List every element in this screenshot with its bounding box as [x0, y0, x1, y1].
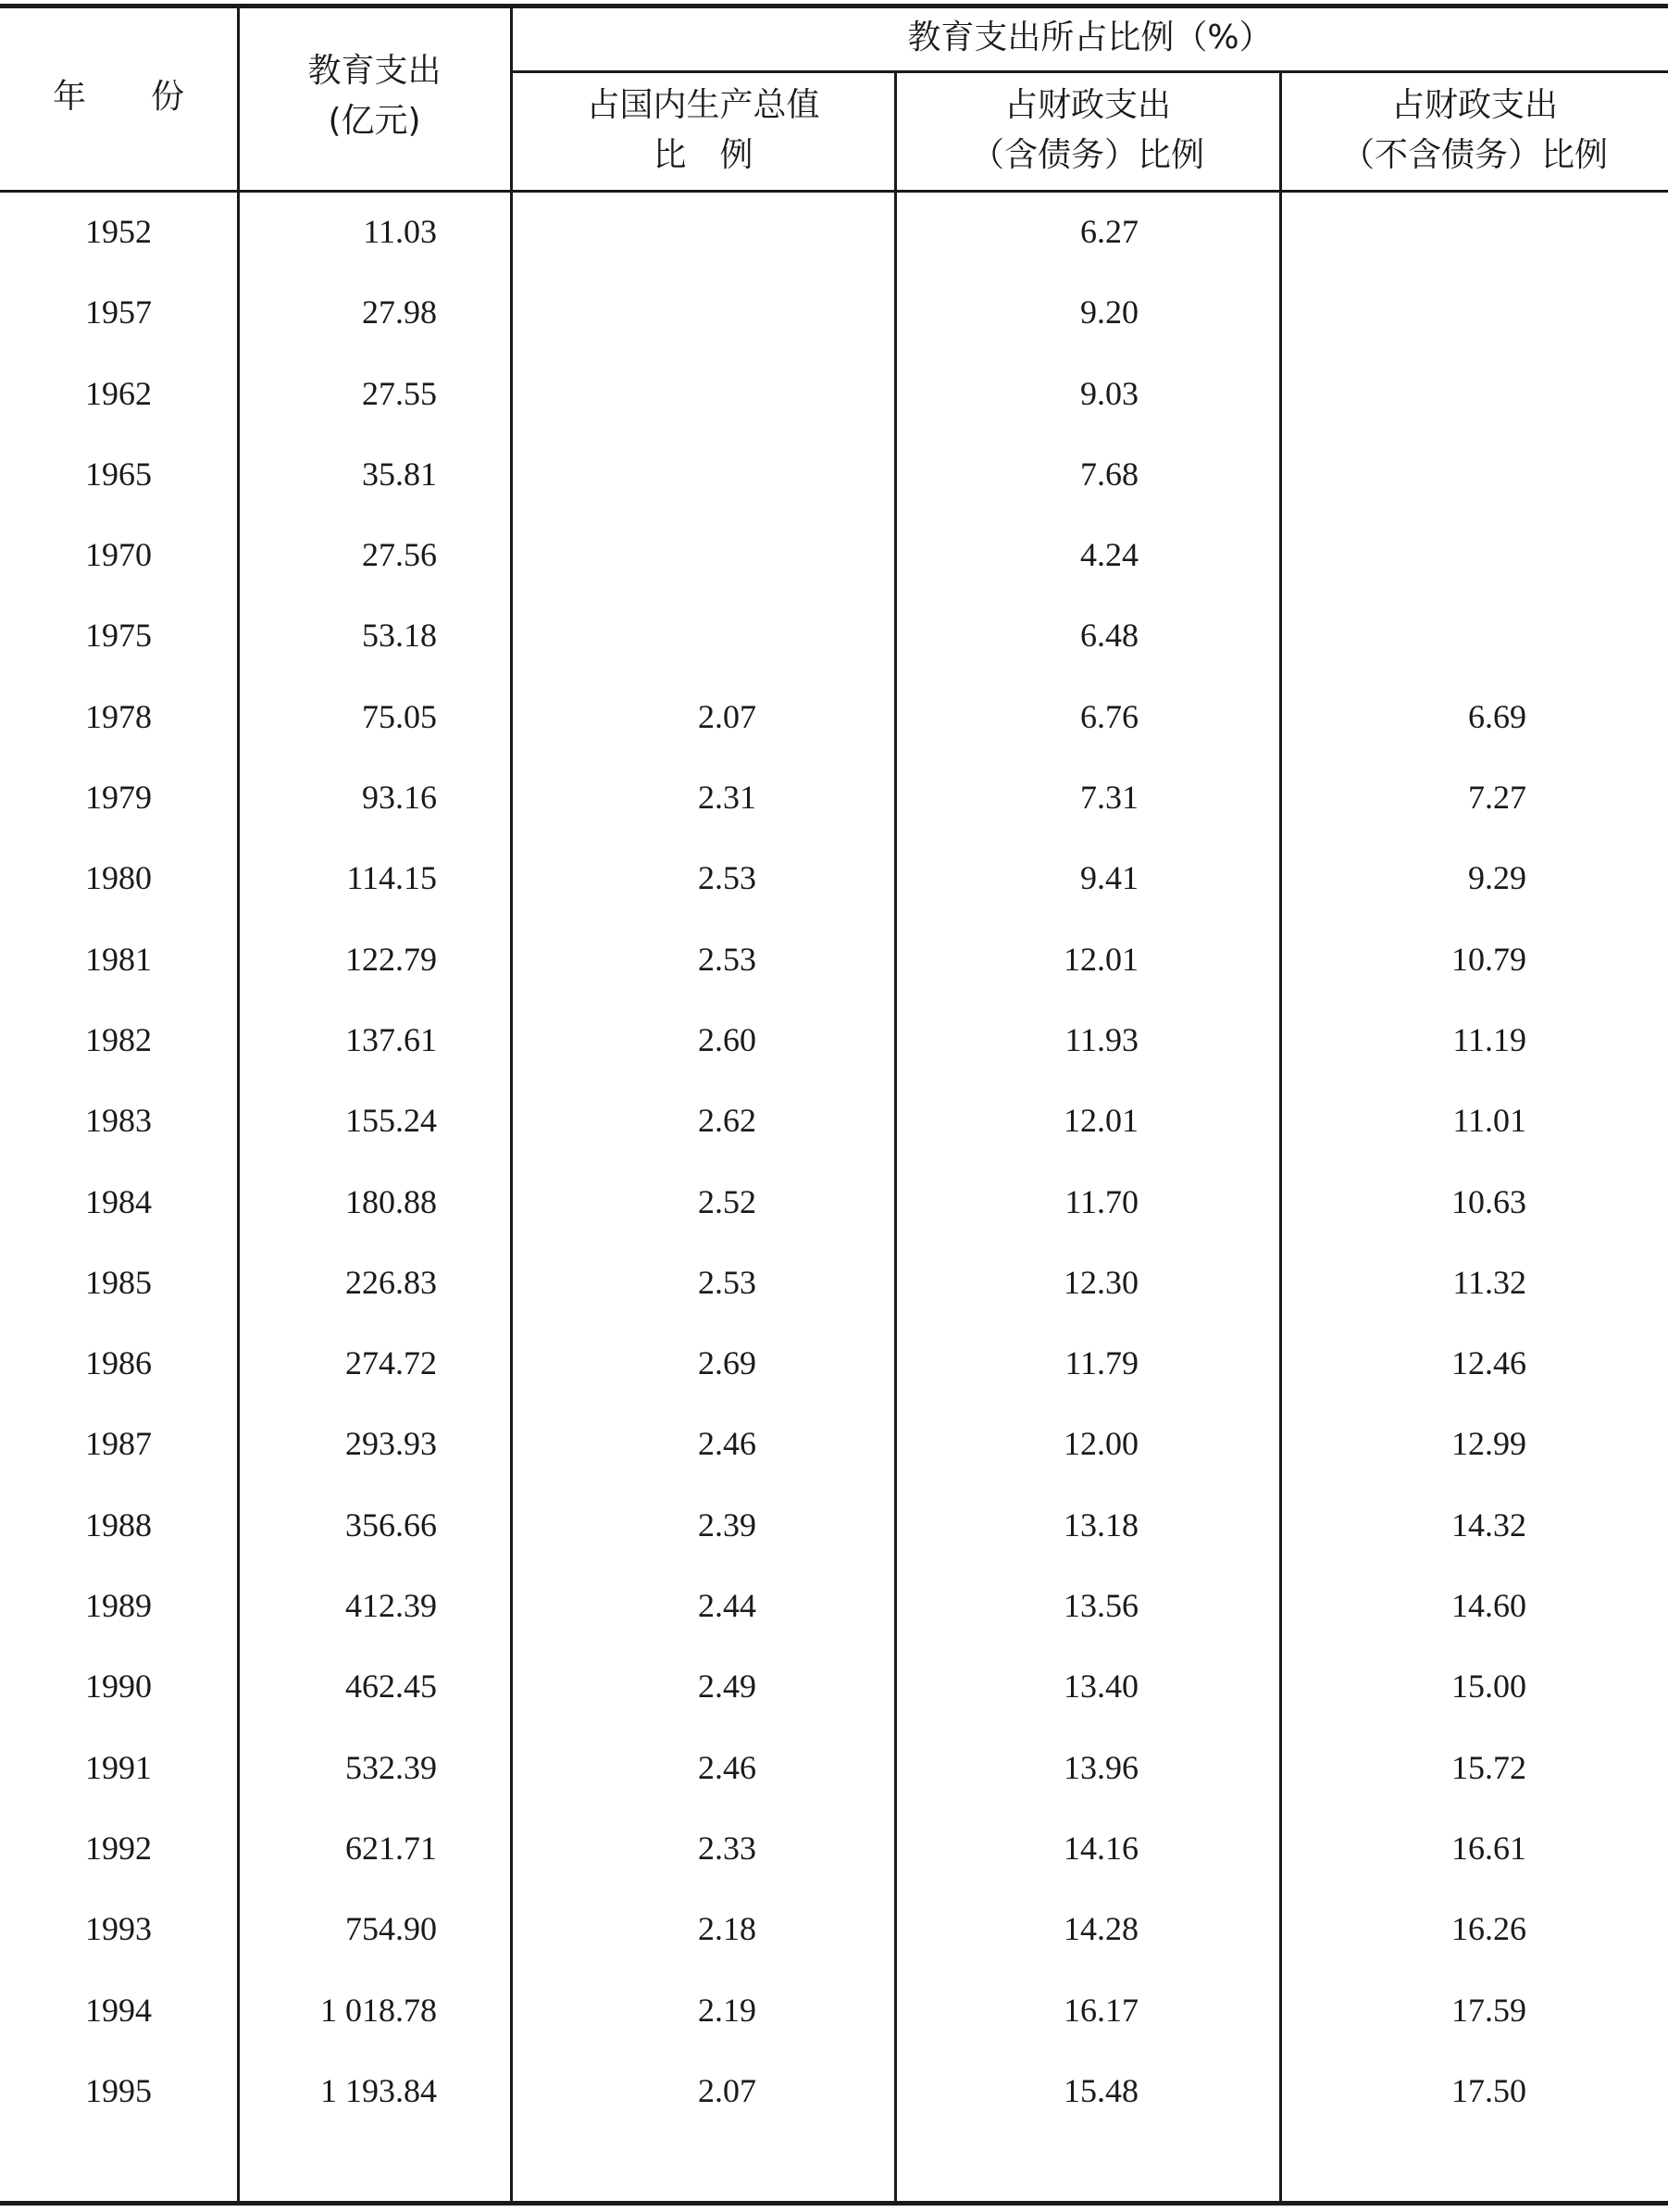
cell-gdp-ratio: 2.60	[698, 1020, 756, 1058]
header-fiscal-without-debt-line-1: 占财政支出	[1390, 86, 1558, 124]
cell-gdp-ratio: 2.62	[698, 1102, 756, 1140]
cell-gdp-ratio: 2.07	[698, 2071, 756, 2109]
cell-fiscal-with-debt: 11.70	[1064, 1182, 1139, 1220]
cell-fiscal-without-debt: 15.00	[1451, 1668, 1526, 1706]
cell-year: 1984	[85, 1182, 152, 1220]
cell-year: 1990	[85, 1668, 152, 1706]
cell-year: 1993	[85, 1910, 152, 1948]
header-fiscal-without-debt	[1281, 81, 1668, 181]
table-row	[0, 1728, 1668, 1808]
cell-spending: 27.98	[362, 294, 437, 331]
cell-fiscal-with-debt: 12.01	[1064, 940, 1139, 978]
cell-gdp-ratio: 2.19	[698, 1991, 756, 2029]
table-row	[0, 354, 1668, 434]
cell-fiscal-with-debt: 12.01	[1064, 1102, 1139, 1140]
cell-year: 1983	[85, 1102, 152, 1140]
cell-fiscal-without-debt: 12.99	[1451, 1425, 1526, 1463]
cell-year: 1989	[85, 1587, 152, 1625]
cell-fiscal-without-debt: 10.79	[1451, 940, 1526, 978]
table-top-rule	[0, 4, 1668, 8]
cell-year: 1995	[85, 2071, 152, 2109]
table-row	[0, 515, 1668, 595]
cell-spending: 35.81	[362, 455, 437, 493]
header-year	[0, 72, 237, 122]
cell-spending: 532.39	[345, 1748, 437, 1786]
cell-gdp-ratio: 2.53	[698, 859, 756, 897]
cell-year: 1962	[85, 374, 152, 412]
cell-year: 1986	[85, 1344, 152, 1382]
cell-spending: 412.39	[345, 1587, 437, 1625]
header-group-divider	[511, 70, 1668, 73]
cell-gdp-ratio: 2.18	[698, 1910, 756, 1948]
table-row	[0, 1081, 1668, 1161]
cell-spending: 155.24	[345, 1102, 437, 1140]
cell-year: 1975	[85, 617, 152, 655]
cell-gdp-ratio: 2.69	[698, 1344, 756, 1382]
table-row	[0, 2051, 1668, 2131]
cell-spending: 180.88	[345, 1182, 437, 1220]
table-row	[0, 1323, 1668, 1404]
table-row	[0, 192, 1668, 272]
cell-fiscal-without-debt: 15.72	[1451, 1748, 1526, 1786]
cell-fiscal-without-debt: 16.26	[1451, 1910, 1526, 1948]
cell-gdp-ratio	[512, 272, 756, 353]
header-gdp-ratio-line-1: 占国内生产总值	[586, 86, 820, 124]
cell-fiscal-without-debt: 12.46	[1451, 1344, 1526, 1382]
cell-fiscal-with-debt: 11.93	[1064, 1020, 1139, 1058]
table-row	[0, 1000, 1668, 1081]
table-row	[0, 757, 1668, 838]
cell-fiscal-with-debt: 9.03	[1080, 374, 1139, 412]
cell-year: 1965	[85, 455, 152, 493]
cell-fiscal-with-debt: 4.24	[1080, 536, 1139, 574]
cell-spending: 93.16	[362, 779, 437, 817]
cell-spending: 462.45	[345, 1668, 437, 1706]
cell-year: 1992	[85, 1829, 152, 1867]
table-row	[0, 1404, 1668, 1484]
cell-spending: 27.55	[362, 374, 437, 412]
cell-fiscal-without-debt	[1281, 192, 1526, 272]
cell-spending: 1 018.78	[320, 1991, 437, 2029]
table-row	[0, 1646, 1668, 1727]
table-row	[0, 919, 1668, 1000]
cell-fiscal-with-debt: 13.40	[1064, 1668, 1139, 1706]
cell-spending: 754.90	[345, 1910, 437, 1948]
cell-gdp-ratio: 2.44	[698, 1587, 756, 1625]
cell-fiscal-without-debt: 14.32	[1451, 1506, 1526, 1543]
cell-year: 1991	[85, 1748, 152, 1786]
cell-fiscal-without-debt: 6.69	[1468, 697, 1526, 735]
table-bottom-rule	[0, 2201, 1668, 2206]
cell-gdp-ratio	[512, 354, 756, 434]
cell-gdp-ratio: 2.46	[698, 1425, 756, 1463]
cell-year: 1970	[85, 536, 152, 574]
cell-gdp-ratio: 2.31	[698, 779, 756, 817]
cell-spending: 11.03	[363, 213, 437, 250]
cell-spending: 27.56	[362, 536, 437, 574]
cell-year: 1994	[85, 1991, 152, 2029]
cell-year: 1982	[85, 1020, 152, 1058]
table-row	[0, 1243, 1668, 1323]
header-education-spending-line-2: (亿元)	[328, 102, 421, 140]
cell-spending: 274.72	[345, 1344, 437, 1382]
cell-fiscal-with-debt: 6.48	[1080, 617, 1139, 655]
cell-year: 1985	[85, 1263, 152, 1301]
cell-fiscal-with-debt: 12.30	[1064, 1263, 1139, 1301]
cell-spending: 293.93	[345, 1425, 437, 1463]
header-ratio-group: 教育支出所占比例（%）	[907, 19, 1273, 56]
table-row	[0, 1566, 1668, 1646]
cell-spending: 75.05	[362, 697, 437, 735]
cell-fiscal-without-debt: 17.50	[1451, 2071, 1526, 2109]
cell-fiscal-with-debt: 6.27	[1080, 213, 1139, 250]
header-fiscal-without-debt-line-2: （不含债务）比例	[1340, 136, 1608, 174]
cell-gdp-ratio	[512, 434, 756, 515]
header-year-char-2: 份	[151, 78, 185, 116]
cell-year: 1987	[85, 1425, 152, 1463]
header-year-char-1: 年	[52, 78, 86, 116]
cell-year: 1981	[85, 940, 152, 978]
cell-fiscal-without-debt: 10.63	[1451, 1182, 1526, 1220]
cell-year: 1957	[85, 294, 152, 331]
cell-spending: 356.66	[345, 1506, 437, 1543]
cell-fiscal-without-debt: 11.19	[1452, 1020, 1526, 1058]
cell-gdp-ratio	[512, 515, 756, 595]
cell-gdp-ratio	[512, 595, 756, 676]
table-row	[0, 1485, 1668, 1566]
cell-spending: 114.15	[346, 859, 437, 897]
header-fiscal-with-debt-line-1: 占财政支出	[1003, 86, 1171, 124]
cell-fiscal-with-debt: 9.20	[1080, 294, 1139, 331]
table-row	[0, 677, 1668, 757]
cell-fiscal-without-debt: 7.27	[1468, 779, 1526, 817]
cell-spending: 53.18	[362, 617, 437, 655]
cell-year: 1979	[85, 779, 152, 817]
cell-fiscal-without-debt	[1281, 434, 1526, 515]
cell-fiscal-with-debt: 7.68	[1080, 455, 1139, 493]
cell-year: 1978	[85, 697, 152, 735]
table-body	[0, 192, 1668, 2131]
header-education-spending-line-1: 教育支出	[307, 52, 442, 90]
cell-gdp-ratio: 2.53	[698, 940, 756, 978]
cell-spending: 226.83	[345, 1263, 437, 1301]
table-row	[0, 1889, 1668, 1969]
cell-fiscal-with-debt: 11.79	[1064, 1344, 1139, 1382]
cell-spending: 122.79	[345, 940, 437, 978]
cell-fiscal-with-debt: 13.18	[1064, 1506, 1139, 1543]
cell-gdp-ratio: 2.33	[698, 1829, 756, 1867]
cell-fiscal-with-debt: 13.96	[1064, 1748, 1139, 1786]
header-education-spending	[239, 46, 510, 146]
cell-year: 1988	[85, 1506, 152, 1543]
header-fiscal-with-debt	[896, 81, 1279, 181]
cell-fiscal-with-debt: 9.41	[1080, 859, 1139, 897]
cell-fiscal-without-debt	[1281, 272, 1526, 353]
header-gdp-ratio-line-2: 比 例	[653, 136, 753, 174]
cell-spending: 1 193.84	[320, 2071, 437, 2109]
cell-fiscal-without-debt	[1281, 354, 1526, 434]
table-row	[0, 434, 1668, 515]
cell-gdp-ratio: 2.39	[698, 1506, 756, 1543]
cell-fiscal-without-debt: 14.60	[1451, 1587, 1526, 1625]
cell-fiscal-with-debt: 14.28	[1064, 1910, 1139, 1948]
cell-spending: 137.61	[345, 1020, 437, 1058]
cell-fiscal-with-debt: 15.48	[1064, 2071, 1139, 2109]
cell-fiscal-without-debt: 11.32	[1452, 1263, 1526, 1301]
table-row	[0, 1808, 1668, 1889]
cell-fiscal-with-debt: 16.17	[1064, 1991, 1139, 2029]
table-row	[0, 838, 1668, 919]
cell-fiscal-with-debt: 6.76	[1080, 697, 1139, 735]
header-fiscal-with-debt-line-2: （含债务）比例	[970, 136, 1204, 174]
cell-gdp-ratio: 2.07	[698, 697, 756, 735]
cell-fiscal-without-debt: 11.01	[1452, 1102, 1526, 1140]
cell-fiscal-without-debt: 9.29	[1468, 859, 1526, 897]
cell-fiscal-with-debt: 12.00	[1064, 1425, 1139, 1463]
table-row	[0, 595, 1668, 676]
cell-fiscal-with-debt: 14.16	[1064, 1829, 1139, 1867]
cell-fiscal-with-debt: 13.56	[1064, 1587, 1139, 1625]
cell-gdp-ratio: 2.53	[698, 1263, 756, 1301]
cell-fiscal-without-debt	[1281, 595, 1526, 676]
cell-fiscal-without-debt	[1281, 515, 1526, 595]
cell-gdp-ratio: 2.46	[698, 1748, 756, 1786]
cell-gdp-ratio: 2.52	[698, 1182, 756, 1220]
header-gdp-ratio	[512, 81, 894, 181]
cell-fiscal-without-debt: 16.61	[1451, 1829, 1526, 1867]
cell-spending: 621.71	[345, 1829, 437, 1867]
table-row	[0, 272, 1668, 353]
cell-fiscal-without-debt: 17.59	[1451, 1991, 1526, 2029]
cell-gdp-ratio	[512, 192, 756, 272]
cell-year: 1980	[85, 859, 152, 897]
table-row	[0, 1970, 1668, 2051]
cell-fiscal-with-debt: 7.31	[1080, 779, 1139, 817]
cell-year: 1952	[85, 213, 152, 250]
cell-gdp-ratio: 2.49	[698, 1668, 756, 1706]
table-row	[0, 1162, 1668, 1243]
